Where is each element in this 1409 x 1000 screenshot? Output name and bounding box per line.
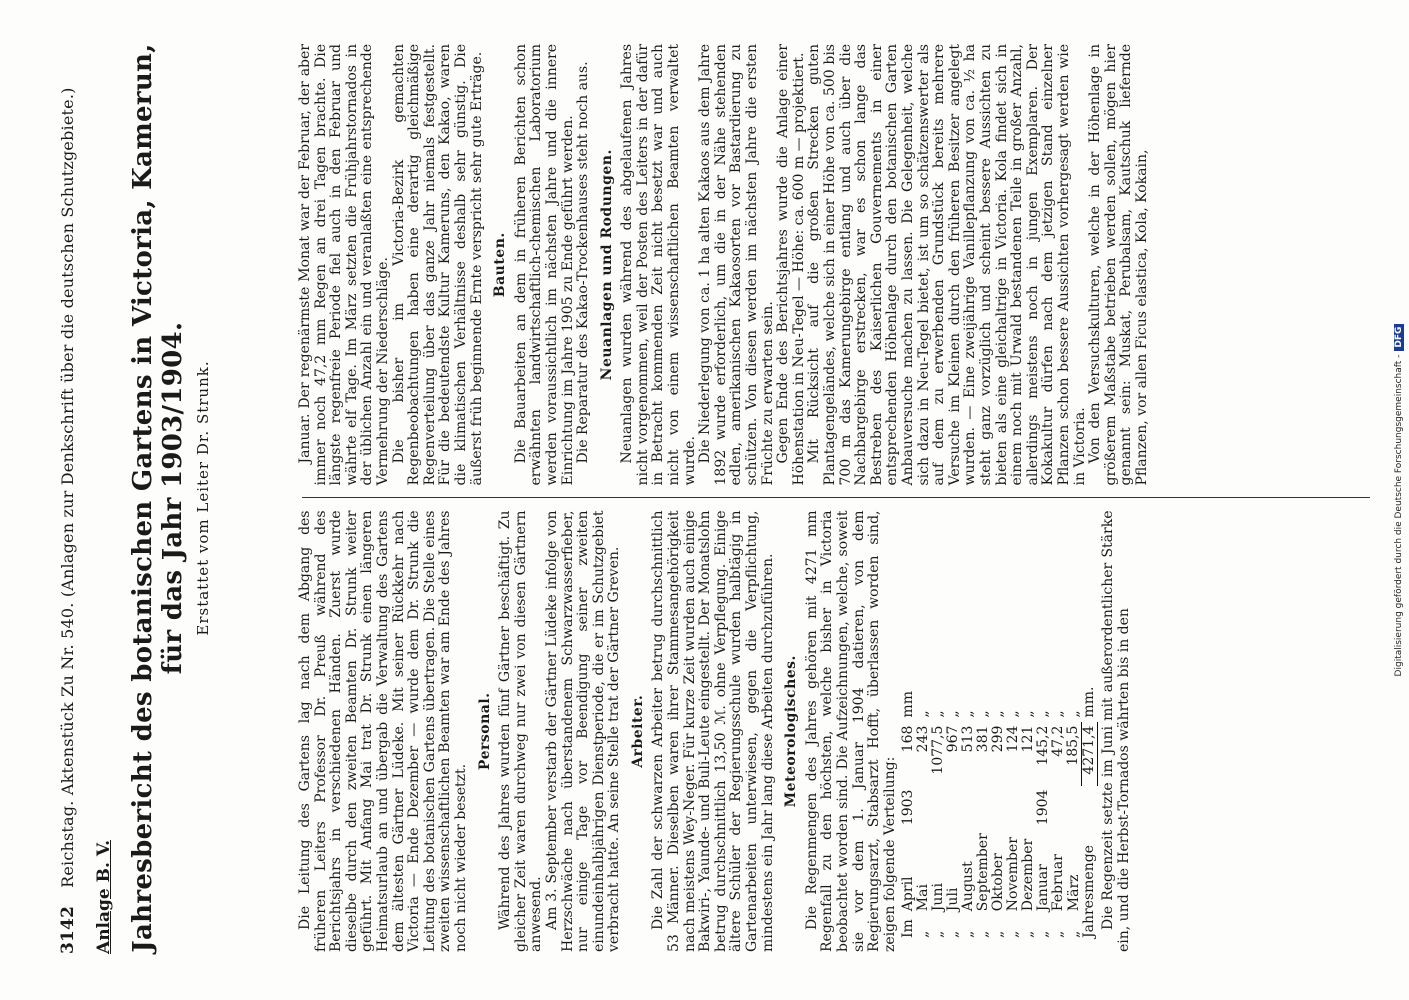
rainfall-prefix: „ [1034,930,1051,938]
rainfall-prefix: „ [959,930,976,938]
rainfall-row [961,683,976,942]
paragraph: Januar. Der regenärmste Monat war der Februar, der aber immer noch 47,2 mm Regen an drei Tagen brachte. Die längste regenfreie Periode fiel auch in den Februar und währte elf Tage. Im März setzten die Frühjahrstornados in der üblichen Anzahl ein und veranlaßten eine entsprechende Vermehrung der Niederschläge. [296,44,391,486]
rainfall-row [916,683,931,942]
rainfall-value: 47,2 [1049,725,1066,757]
rainfall-prefix: „ [944,930,961,938]
paragraph: Während des Jahres wurden fünf Gärtner beschäftigt. Zu gleicher Zeit waren durchweg nur zwei von diesen Gärtnern anwesend. [496,510,544,952]
report-title: Jahresbericht des botanischen Gartens in Victoria, Kamerun, für das Jahr 1903/1904. [127,43,188,953]
rainfall-month: Januar [1034,864,1051,912]
rainfall-row [1051,683,1066,942]
rainfall-month: Dezember [1019,838,1036,912]
digitization-credit [1394,0,1404,1000]
rainfall-value: 299 [989,725,1006,753]
rainfall-unit: „ [1049,710,1066,718]
section-heading-neuanlagen: Neuanlagen und Rodungen. [598,149,615,381]
rainfall-month: April [899,876,916,912]
rainfall-prefix: „ [1065,930,1082,938]
rainfall-year [931,786,946,830]
rainfall-year [991,786,1006,830]
rainfall-prefix: „ [914,930,931,938]
paragraph: Die Zahl der schwarzen Arbeiter betrug durchschnittlich 53 Männer. Dieselben waren ihrer Stammesangehörigkeit nach meistens Wey-Neger. Für kurze Zeit wurden auch einige Bakwiri-, Yaunde- und Buli-Leute eingestellt. Der Monatslohn betrug durchschnittlich 13,50 ℳ. ohne Verpflegung. Einige ältere Schüler der Regierungsschule wurden halbtägig in Gartenarbeiten unterwiesen, gegen die Verpflichtung, mindestens ein Jahr lang diese Arbeiten durchzuführen. [649,510,776,952]
rainfall-row [1036,683,1051,942]
paragraph: Neuanlagen wurden während des abgelaufenen Jahres nicht vorgenommen, weil der Posten des Leiters in der dafür in Betracht kommenden Zeit nicht besetzt war und auch nicht von einem wissenschaftlichen Beamten verwaltet wurde. [618,44,698,486]
rainfall-total-value: 4271,4 [1081,722,1097,786]
rainfall-month: November [1004,837,1021,912]
rainfall-value: 121 [1019,725,1036,753]
rainfall-value: 185,5 [1064,725,1081,766]
rainfall-prefix: „ [929,930,946,938]
text-columns [298,42,1370,954]
rainfall-row [976,683,991,942]
anlage-label: Anlage B. V. [93,840,114,954]
paragraph: Die bisher im Victoria-Bezirk gemachten Regenbeobachtungen haben eine derartig gleichmäßige Regenverteilung über das ganze Jahr niemals festgestellt. Für die bedeutendste Kultur Kameruns, den Kakao, waren die klimatischen Verhältnisse deshalb sehr günstig. Die äußerst früh beginnende Ernte verspricht sehr gute Erträge. [390,44,485,486]
rainfall-month: März [1065,874,1082,912]
rainfall-value: 1077,5 [929,725,946,775]
rainfall-row [901,683,916,942]
rainfall-row [1021,683,1036,942]
paragraph: Die Regenzeit setzte im Juni mit außerordentlicher Stärke ein, und die Herbst-Tornados währten bis in den [1099,510,1132,952]
rainfall-unit: „ [944,710,961,718]
rainfall-unit: „ [929,710,946,718]
paragraph: Gegen Ende des Berichtsjahres wurde die Anlage einer Höhenstation in Neu-Tegel — Höhe: ca. 600 m — projektiert. [774,44,807,486]
rainfall-year [1006,786,1021,830]
section-heading-personal: Personal. [476,692,493,771]
rainfall-year [976,786,991,830]
rainfall-value: 168 [899,725,916,753]
rainfall-unit: „ [1019,710,1036,718]
rainfall-prefix: Im [899,919,916,938]
rainfall-unit: „ [959,710,976,718]
rainfall-prefix: „ [1049,930,1066,938]
rainfall-month: Oktober [989,853,1006,912]
rainfall-value: 243 [914,725,931,753]
rainfall-value: 124 [1004,725,1021,753]
rainfall-unit: „ [914,710,931,718]
rainfall-value: 381 [974,725,991,753]
rainfall-year [1021,786,1036,830]
rainfall-total-unit: mm. [1080,686,1097,718]
column-divider [302,498,1370,499]
rainfall-value: 145,2 [1034,725,1051,766]
rainfall-month: Juli [944,887,961,912]
rainfall-year [1051,786,1066,830]
rainfall-prefix: „ [989,930,1006,938]
paragraph: Mit Rücksicht auf die großen Strecken guten Plantagengeländes, welche sich in einer Höhe von ca. 500 bis 700 m das Kamerungebirge entlang und auch über die Nachbargebirge erstrecken, war es schon lange das Bestreben des Kaiserlichen Gouvernements in einer entsprechenden Höhenlage durch den botanischen Garten Anbauversuche machen zu lassen. Die Gelegenheit, welche sich dazu in Neu-Tegel bietet, ist um so schätzenswerter als auf dem zu erwerbenden Grundstück bereits mehrere Versuche im Kleinen durch den früheren Besitzer angelegt wurden. — Eine zweijährige Vanillepflanzung von ca. ½ ha steht ganz vorzüglich und scheint bessere Aussichten zu bieten als eine gleichaltrige in Victoria. Kola findet sich in einem noch mit Urwald bestandenen Teile in großer Anzahl, allerdings meistens noch in jungen Exemplaren. Der Kokakultur dürfen nach dem jetzigen Stand einzelner Pflanzen schon bessere Aussichten vorhergesagt werden wie in Victoria. [805,44,1087,486]
rainfall-unit: „ [989,710,1006,718]
rainfall-table [901,683,1098,942]
rotated-page-content [40,20,1370,980]
paragraph: Am 3. September verstarb der Gärtner Lüdeke infolge von Herzschwäche nach überstandenem Schwarzwasserfieber, nur einige Tage vor Beendigung seiner zweiten einundeinhalbjährigen Dienstperiode, die er im Schutzgebiet verbracht hatte. An seine Stelle trat der Gärtner Greven. [543,510,622,952]
running-head-text: Reichstag. Aktenstück Zu Nr. 540. (Anlagen zur Denkschrift über die deutschen Schutzgebiete.) [57,87,77,888]
rainfall-month: September [974,833,991,912]
rainfall-year: 1903 [899,789,916,826]
rainfall-month: August [959,861,976,912]
report-subtitle: Erstattet vom Leiter Dr. Strunk. [193,360,212,636]
rainfall-year: 1904 [1034,789,1051,826]
rainfall-unit: „ [1004,710,1021,718]
rainfall-prefix: „ [974,930,991,938]
rainfall-unit: mm [899,691,916,718]
section-heading-arbeiter: Arbeiter. [629,694,646,768]
rainfall-year [916,786,931,830]
rainfall-row [946,683,961,942]
rainfall-year [946,786,961,830]
rainfall-unit: „ [1034,710,1051,718]
rainfall-month: Juni [929,883,946,912]
rainfall-value: 967 [944,725,961,753]
running-head [58,42,78,954]
column-left [298,499,1370,955]
paragraph: Die Bauarbeiten an dem in früheren Berichten schon erwähnten landwirtschaftlich-chemischen Laboratorium werden voraussichtlich im nächsten Jahre und die innere Einrichtung im Jahre 1905 zu Ende geführt werden. [512,44,575,486]
rainfall-total-label: Jahresmenge [1080,845,1097,938]
rainfall-unit: „ [974,710,991,718]
rainfall-year [1066,786,1082,830]
rainfall-prefix: „ [1019,930,1036,938]
paragraph: Die Regenmengen des Jahres gehören mit 4271 mm Regenfall zu den höchsten, welche bisher in Victoria beobachtet worden sind. Die Aufzeichnungen, welche, soweit sie vor dem 1. Januar 1904 datieren, von dem Regierungsarzt, Stabsarzt Hofft, überlassen worden sind, zeigen folgende Verteilung: [803,510,898,952]
rainfall-row [931,683,946,942]
paragraph: Von den Versuchskulturen, welche in der Höhenlage in größerem Maßstabe betrieben werden sollen, mögen hier genannt sein: Muskat, Perubalsam, Kautschuk liefernde Pflanzen, vor allen Ficus elastica, Kola, Kokain, [1086,44,1150,486]
rainfall-value: 513 [959,725,976,753]
rainfall-row [1066,683,1082,942]
credit-text: Digitalisierung gefördert durch die Deutsche Forschungsgemeinschaft - [1394,354,1404,677]
paragraph: Die Reparatur des Kakao-Trockenhauses steht noch aus. [574,61,591,464]
section-heading-meteorologisches: Meteorologisches. [782,655,799,808]
rainfall-unit: „ [1065,710,1082,718]
rainfall-month: Februar [1049,854,1066,912]
page-number: 3142 [57,905,78,954]
rainfall-row [991,683,1006,942]
paragraph: Die Niederlegung von ca. 1 ha alten Kakaos aus dem Jahre 1892 wurde erforderlich, um die in der Nähe stehenden edlen, amerikanischen Kakaosorten vor Bastardierung zu schützen. Von diesen werden im nächsten Jahre die ersten Früchte zu erwarten sein. [696,44,776,486]
column-right [298,42,1370,498]
paragraph: Die Leitung des Gartens lag nach dem Abgang des früheren Leiters Professor Dr. Preuß während des Berichtsjahrs in verschiedenen Händen. Zuerst wurde dieselbe durch den zweiten Beamten Dr. Strunk weiter geführt. Mit Anfang Mai trat Dr. Strunk einen längeren Heimatsurlaub an und übergab die Verwaltung des Gartens dem ältesten Gärtner Lüdeke. Mit seiner Rückkehr nach Victoria — Ende Dezember — wurde dem Dr. Strunk die Leitung des botanischen Gartens übertragen. Die Stelle eines zweiten wissenschaftlichen Beamten war am Ende des Jahres noch nicht wieder besetzt. [296,510,469,952]
dfg-logo: DFG [1394,324,1404,351]
rainfall-row [1006,683,1021,942]
rainfall-prefix: „ [1004,930,1021,938]
rainfall-year [961,786,976,830]
rainfall-total-row [1081,683,1097,942]
section-heading-bauten: Bauten. [491,232,508,298]
rainfall-month: Mai [914,884,931,912]
